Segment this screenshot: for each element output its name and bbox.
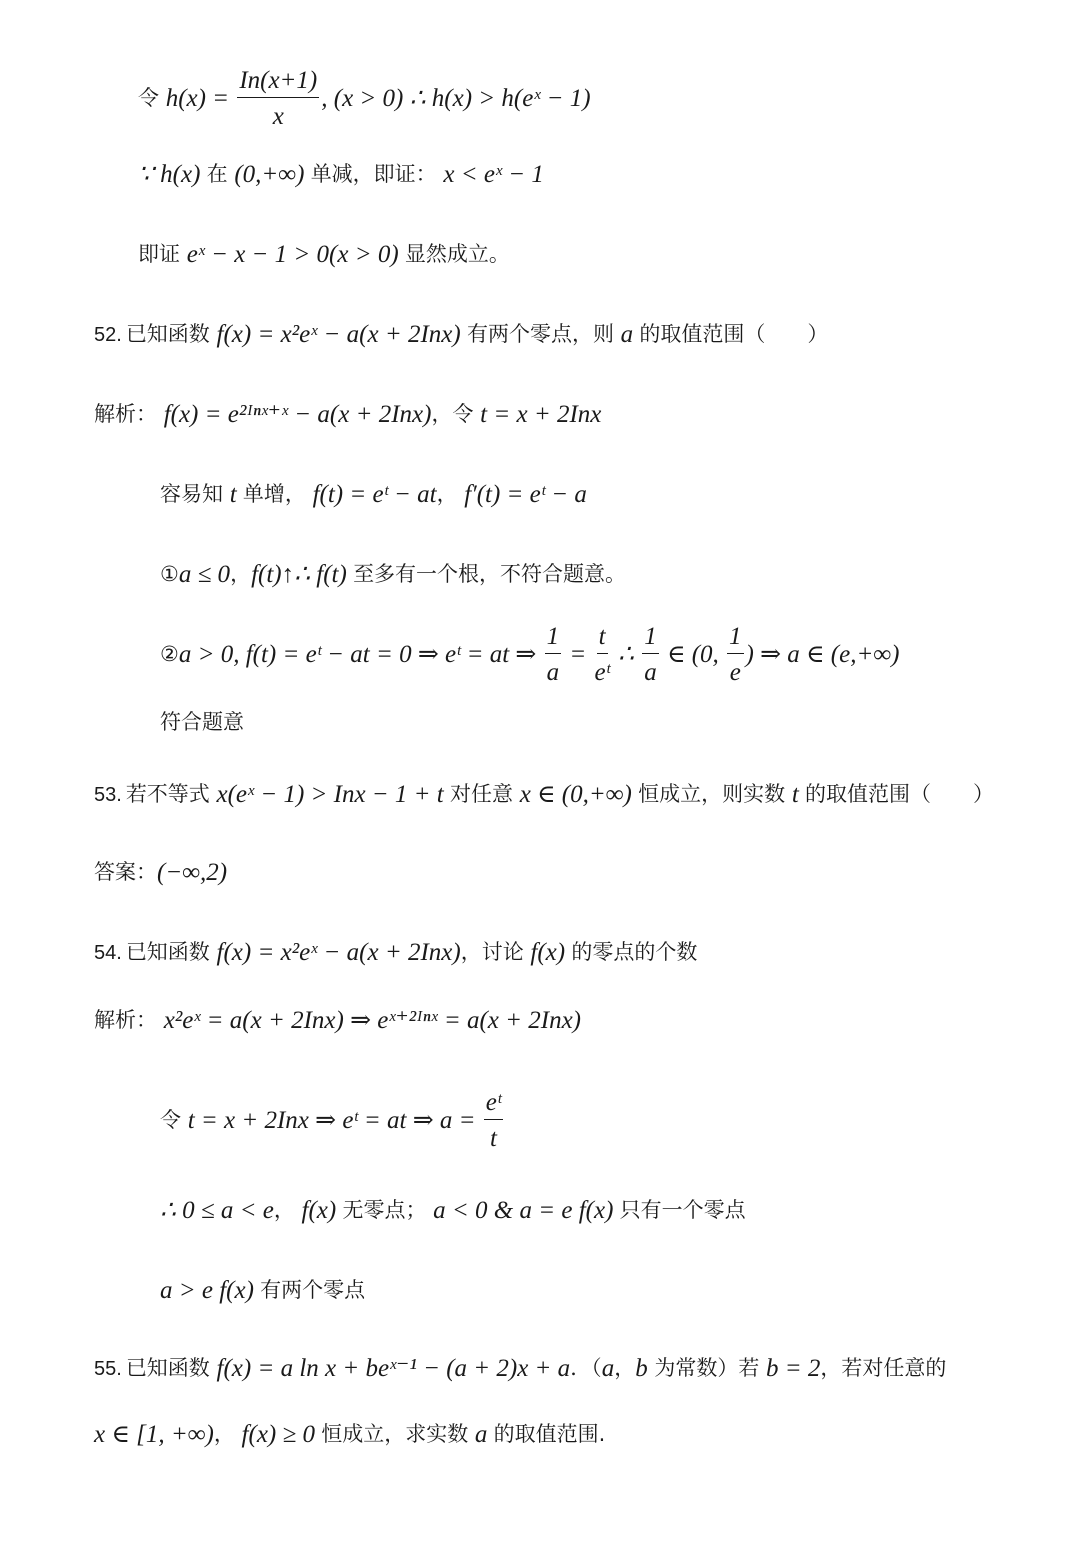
math-text: f(t)↑∴ f(t) xyxy=(251,561,354,588)
math-text: t xyxy=(791,781,806,808)
problem-53 xyxy=(94,782,994,807)
math-text: h(x) = xyxy=(165,85,236,112)
chinese-text: 解析： xyxy=(94,1008,164,1032)
chinese-text: ．（ xyxy=(570,1356,602,1380)
problem-number: 52. xyxy=(94,323,122,346)
math-text: ) ⇒ a ∈ (e,+∞) xyxy=(745,641,900,668)
chinese-text: ① xyxy=(160,562,179,586)
problem-52 xyxy=(94,322,828,347)
chinese-text: 符合题意 xyxy=(160,710,244,734)
fraction-denominator: eᵗ xyxy=(594,659,610,686)
math-text: a xyxy=(601,1355,615,1382)
monotonic-decrease-line xyxy=(138,162,544,187)
math-text: eˣ − x − 1 > 0(x > 0) xyxy=(186,241,405,268)
problem-number: 55. xyxy=(94,1357,122,1380)
math-text: ∴ 0 ≤ a < e xyxy=(160,1197,274,1224)
math-text: x ∈ [1, +∞) xyxy=(94,1421,214,1448)
problem-54 xyxy=(94,940,697,965)
solution-54-line-1 xyxy=(94,1008,581,1033)
chinese-text: ， xyxy=(273,1198,302,1222)
solution-54-line-2 xyxy=(160,1090,505,1151)
math-text: = xyxy=(563,641,593,668)
math-text: x ∈ (0,+∞) xyxy=(519,781,639,808)
fraction xyxy=(642,624,659,685)
fraction-numerator: In(x+1) xyxy=(237,68,319,98)
chinese-text: 为常数）若 xyxy=(647,1356,767,1380)
solution-54-line-3 xyxy=(160,1198,746,1223)
answer-53 xyxy=(94,860,227,885)
math-text: b xyxy=(635,1355,648,1382)
chinese-text: 已知函数 xyxy=(125,322,217,346)
fraction-denominator: a xyxy=(644,659,657,686)
chinese-text: 只有一个零点 xyxy=(619,1198,746,1222)
math-text: x(eˣ − 1) > Inx − 1 + t xyxy=(216,781,450,808)
chinese-text: 答案： xyxy=(94,860,157,884)
fraction-numerator: 1 xyxy=(545,624,562,654)
chinese-text: 已知函数 xyxy=(125,1356,217,1380)
chinese-text: 恒成立，求实数 xyxy=(321,1422,475,1446)
fraction xyxy=(545,624,562,685)
math-text: a xyxy=(474,1421,494,1448)
chinese-text: 解析： xyxy=(94,402,164,426)
fraction xyxy=(594,624,609,685)
problem-number: 54. xyxy=(94,941,122,964)
chinese-text: 的取值范围（ ） xyxy=(805,782,995,806)
fraction-denominator: t xyxy=(489,1125,497,1152)
math-text: ∴ xyxy=(611,641,641,668)
math-text: f(x) xyxy=(530,939,572,966)
math-text: f(x) = a ln x + beˣ⁻¹ − (a + 2)x + a xyxy=(216,1355,571,1382)
chinese-text: ， xyxy=(230,562,252,586)
problem-55-line-1 xyxy=(94,1356,946,1381)
solution-52-case-2 xyxy=(160,624,900,685)
math-text: a ≤ 0 xyxy=(178,561,231,588)
chinese-text: ，令 xyxy=(431,402,481,426)
math-text: f(x) = e²ᴵⁿˣ⁺ˣ − a(x + 2Inx) xyxy=(163,401,432,428)
fraction-numerator: eᵗ xyxy=(484,1090,503,1120)
math-text: a > e f(x) xyxy=(160,1277,261,1304)
chinese-text: ， xyxy=(614,1356,636,1380)
chinese-text: 单减，即证： xyxy=(310,162,444,186)
fraction xyxy=(237,68,319,129)
chinese-text: 即证 xyxy=(138,242,187,266)
math-text: f(x) = x²eˣ − a(x + 2Inx) xyxy=(216,321,467,348)
chinese-text: 恒成立，则实数 xyxy=(638,782,792,806)
math-text: ∵ h(x) xyxy=(138,161,207,188)
chinese-text: 显然成立。 xyxy=(404,242,510,266)
fraction xyxy=(484,1090,503,1151)
chinese-text: 有两个零点，则 xyxy=(466,322,621,346)
fraction-denominator: a xyxy=(546,659,560,686)
fraction-numerator: 1 xyxy=(727,624,744,654)
chinese-text: 的取值范围（ ） xyxy=(639,322,829,346)
math-text: a < 0 & a = e f(x) xyxy=(433,1197,620,1224)
math-text: (0,+∞) xyxy=(234,161,311,188)
conclusion-line xyxy=(138,242,510,267)
solution-54-line-4 xyxy=(160,1278,365,1303)
solution-52-result xyxy=(160,712,244,733)
math-text: a > 0, f(t) = eᵗ − at = 0 ⇒ eᵗ = at ⇒ xyxy=(178,641,543,668)
fraction-numerator: 1 xyxy=(642,624,659,654)
chinese-text: 的零点的个数 xyxy=(571,940,698,964)
math-text: f(x) = x²eˣ − a(x + 2Inx) xyxy=(216,939,461,966)
math-text: t xyxy=(229,481,243,508)
chinese-text: 若不等式 xyxy=(125,782,217,806)
chinese-text: 无零点； xyxy=(342,1198,434,1222)
math-text: f(x) xyxy=(301,1197,343,1224)
fraction xyxy=(727,624,744,685)
chinese-text: 有两个零点 xyxy=(260,1278,366,1302)
math-text: , (x > 0) ∴ h(x) > h(eˣ − 1) xyxy=(321,85,591,112)
chinese-text: 单增， xyxy=(242,482,313,506)
math-text: a xyxy=(620,321,640,348)
math-text: x < eˣ − 1 xyxy=(443,161,544,188)
fraction-numerator: t xyxy=(597,624,608,654)
chinese-text: ， xyxy=(213,1422,242,1446)
chinese-text: 已知函数 xyxy=(125,940,217,964)
chinese-text: 令 xyxy=(160,1108,188,1132)
math-text: x²eˣ = a(x + 2Inx) ⇒ eˣ⁺²ᴵⁿˣ = a(x + 2Inx) xyxy=(163,1007,581,1034)
h-definition-line xyxy=(138,68,591,129)
chinese-text: 令 xyxy=(138,86,166,110)
problem-55-line-2 xyxy=(94,1422,605,1447)
chinese-text: 至多有一个根，不符合题意。 xyxy=(353,562,627,586)
chinese-text: ， xyxy=(436,482,465,506)
chinese-text: ，讨论 xyxy=(460,940,531,964)
math-text: t = x + 2Inx ⇒ eᵗ = at ⇒ a = xyxy=(187,1107,482,1134)
math-text: ∈ (0, xyxy=(660,641,726,668)
math-text: t = x + 2Inx xyxy=(480,401,602,428)
problem-number: 53. xyxy=(94,783,122,806)
chinese-text: 的取值范围. xyxy=(493,1422,606,1446)
solution-52-line-1 xyxy=(94,402,601,427)
chinese-text: 容易知 xyxy=(160,482,230,506)
math-text: f(x) ≥ 0 xyxy=(241,1421,322,1448)
fraction-denominator: x xyxy=(272,103,284,130)
math-text: (−∞,2) xyxy=(157,859,228,886)
solution-52-line-2 xyxy=(160,482,587,507)
chinese-text: ② xyxy=(160,642,179,666)
math-text: f′(t) = eᵗ − a xyxy=(464,481,587,508)
math-text: b = 2 xyxy=(766,1355,821,1382)
solution-52-case-1 xyxy=(160,562,626,587)
fraction-denominator: e xyxy=(729,659,741,686)
chinese-text: 对任意 xyxy=(450,782,520,806)
chinese-text: 在 xyxy=(206,162,235,186)
math-text: f(t) = eᵗ − at xyxy=(312,481,437,508)
chinese-text: ，若对任意的 xyxy=(820,1356,947,1380)
